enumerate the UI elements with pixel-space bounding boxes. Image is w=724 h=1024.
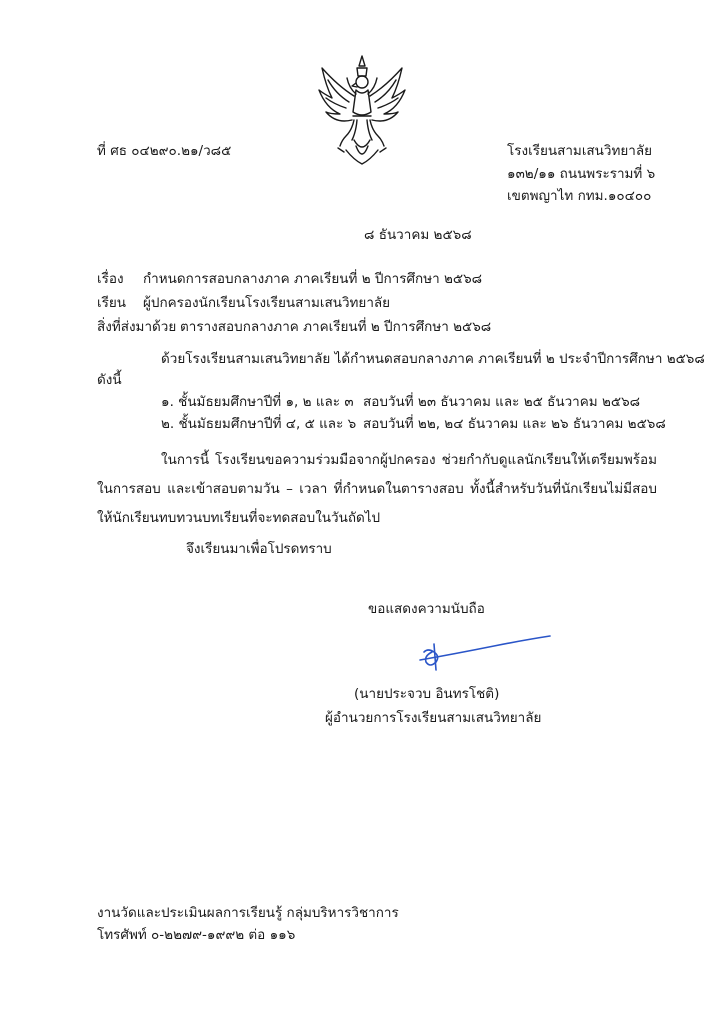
subject-label: เรื่อง bbox=[97, 271, 124, 287]
subject-text: กำหนดการสอบกลางภาค ภาคเรียนที่ ๒ ปีการศึกษา ๒๕๖๘ bbox=[143, 271, 483, 287]
garuda-emblem-icon bbox=[316, 54, 408, 166]
schedule-dates: สอบวันที่ ๒๒, ๒๔ ธันวาคม และ ๒๖ ธันวาคม ๒๕๖๘ bbox=[363, 416, 666, 432]
schedule-grades: ๒. ชั้นมัธยมศึกษาปีที่ ๔, ๕ และ ๖ bbox=[161, 416, 357, 432]
body-intro: ด้วยโรงเรียนสามเสนวิทยาลัย ได้กำหนดสอบกลางภาค ภาคเรียนที่ ๒ ประจำปีการศึกษา ๒๕๖๘ bbox=[161, 351, 705, 367]
recipient-text: ผู้ปกครองนักเรียนโรงเรียนสามเสนวิทยาลัย bbox=[143, 295, 391, 311]
body-intro-continuation: ดังนี้ bbox=[97, 372, 122, 388]
request-paragraph: ในการนี้ โรงเรียนขอความร่วมมือจากผู้ปกครอง ช่วยกำกับดูแลนักเรียนให้เตรียมพร้อมในการสอบ และเข้าสอบตามวัน – เวลา ที่กำหนดในตารางสอบ ทั้งนี้สำหรับวันที่นักเรียนไม่มีสอบ ให้นักเรียนทบทวนบทเรียนที่จะทดสอบในวันถัดไป bbox=[97, 452, 657, 526]
footer-phone: โทรศัพท์ ๐-๒๒๗๙-๑๙๙๒ ต่อ ๑๑๖ bbox=[97, 927, 296, 943]
closing-salutation: ขอแสดงความนับถือ bbox=[368, 601, 485, 617]
closing-request: จึงเรียนมาเพื่อโปรดทราบ bbox=[186, 541, 332, 557]
recipient-label: เรียน bbox=[97, 295, 127, 311]
reference-number: ที่ ศธ ๐๔๒๙๐.๒๑/ว๘๕ bbox=[97, 143, 232, 159]
footer-department: งานวัดและประเมินผลการเรียนรู้ กลุ่มบริหารวิชาการ bbox=[97, 905, 399, 921]
school-name-address: โรงเรียนสามเสนวิทยาลัย bbox=[507, 143, 653, 159]
enclosure-label: สิ่งที่ส่งมาด้วย bbox=[97, 319, 177, 335]
schedule-dates: สอบวันที่ ๒๓ ธันวาคม และ ๒๕ ธันวาคม ๒๕๖๘ bbox=[363, 394, 641, 410]
letter-date: ๘ ธันวาคม ๒๕๖๘ bbox=[364, 227, 472, 243]
signer-position: ผู้อำนวยการโรงเรียนสามเสนวิทยาลัย bbox=[325, 710, 542, 726]
school-street-address: ๑๓๒/๑๑ ถนนพระรามที่ ๖ bbox=[507, 166, 656, 182]
schedule-grades: ๑. ชั้นมัธยมศึกษาปีที่ ๑, ๒ และ ๓ bbox=[161, 394, 354, 410]
school-district-address: เขตพญาไท กทม.๑๐๔๐๐ bbox=[507, 188, 652, 204]
signer-name: (นายประจวบ อินทรโชติ) bbox=[354, 686, 500, 702]
signature-image bbox=[414, 630, 554, 672]
enclosure-text: ตารางสอบกลางภาค ภาคเรียนที่ ๒ ปีการศึกษา ๒๕๖๘ bbox=[180, 319, 492, 335]
